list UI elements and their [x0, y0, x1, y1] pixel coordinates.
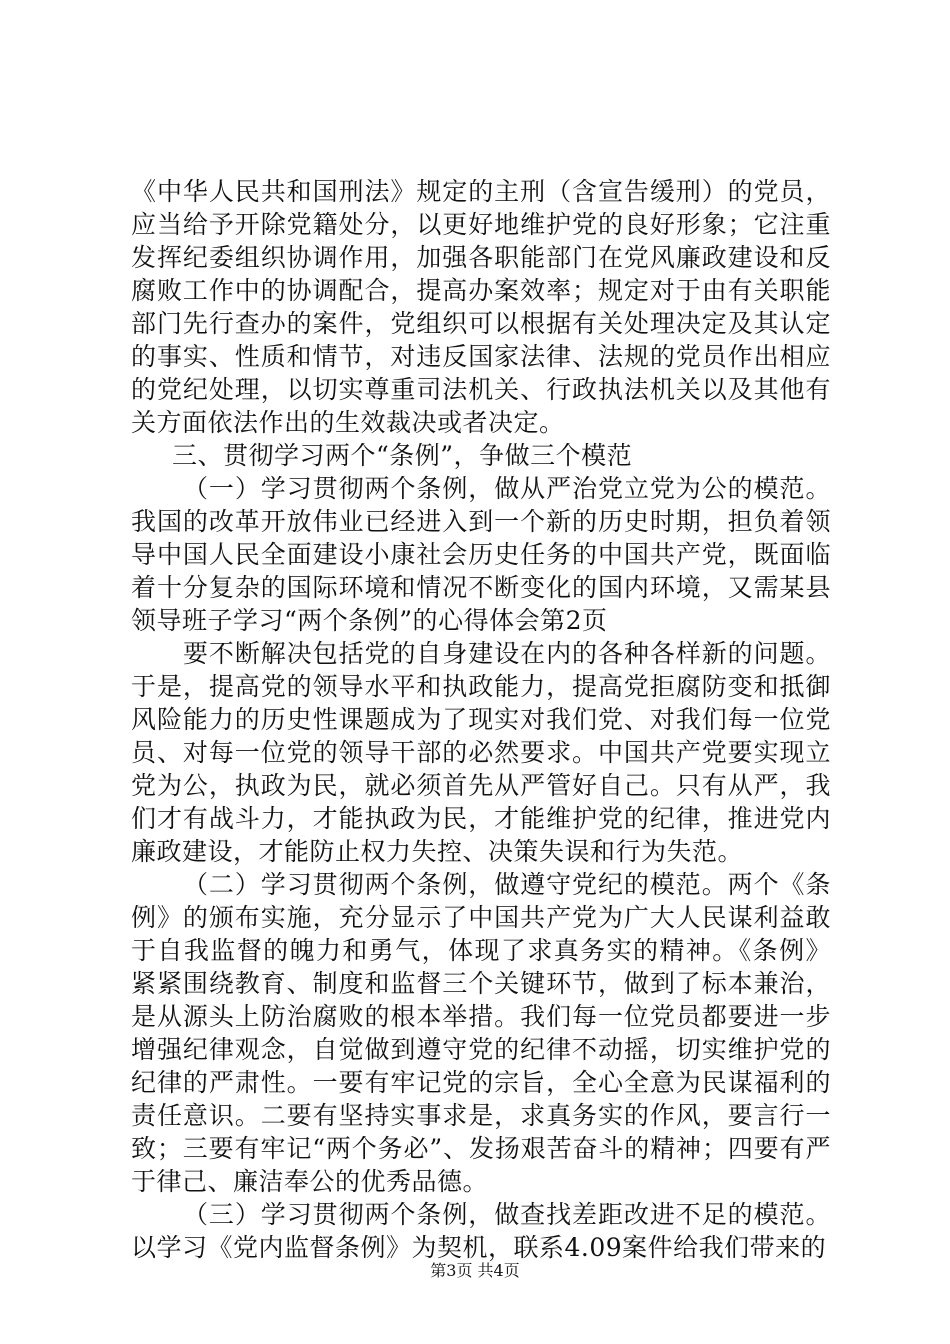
document-body [131, 175, 831, 1264]
paragraph-1: 《中华人民共和国刑法》规定的主刑（含宣告缓刑）的党员，应当给予开除党籍处分，以更好地维护党的良好形象；它注重发挥纪委组织协调作用，加强各职能部门在党风廉政建设和反腐败工作中的协调配合，提高办案效率；规定对于由有关职能部门先行查办的案件，党组织可以根据有关处理决定及其认定的事实、性质和情节，对违反国家法律、法规的党员作出相应的党纪处理，以切实尊重司法机关、行政执法机关以及其他有关方面依法作出的生效裁决或者决定。 [131, 177, 831, 437]
paragraph-3: 要不断解决包括党的自身建设在内的各种各样新的问题。于是，提高党的领导水平和执政能力，提高党拒腐防变和抵御风险能力的历史性课题成为了现实对我们党、对我们每一位党员、对每一位党的领导干部的必然要求。中国共产党要实现立党为公，执政为民，就必须首先从严管好自己。只有从严，我们才有战斗力，才能执政为民，才能维护党的纪律，推进党内廉政建设，才能防止权力失控、决策失误和行为失范。 [131, 639, 831, 866]
section-heading: 三、贯彻学习两个“条例”，争做三个模范 [172, 441, 633, 470]
paragraph-4: （二）学习贯彻两个条例，做遵守党纪的模范。两个《条例》的颁布实施，充分显示了中国共产党为广大人民谋利益敢于自我监督的魄力和勇气，体现了求真务实的精神。《条例》紧紧围绕教育、制度和监督三个关键环节，做到了标本兼治，是从源头上防治腐败的根本举措。我们每一位党员都要进一步增强纪律观念，自觉做到遵守党的纪律不动摇，切实维护党的纪律的严肃性。一要有牢记党的宗旨，全心全意为民谋福利的责任意识。二要有坚持实事求是，求真务实的作风，要言行一致；三要有牢记“两个务必”、发扬艰苦奋斗的精神；四要有严于律己、廉洁奉公的优秀品德。 [131, 870, 831, 1196]
paragraph-2: （一）学习贯彻两个条例，做从严治党立党为公的模范。我国的改革开放伟业已经进入到一个新的历史时期，担负着领导中国人民全面建设小康社会历史任务的中国共产党，既面临着十分复杂的国际环境和情况不断变化的国内环境，又需某县领导班子学习“两个条例”的心得体会第2页 [131, 474, 831, 635]
page-footer: 第3页 共4页 [430, 1261, 520, 1280]
paragraph-5: （三）学习贯彻两个条例，做查找差距改进不足的模范。以学习《党内监督条例》为契机，联系4.09案件给我们带来的 [131, 1200, 831, 1262]
